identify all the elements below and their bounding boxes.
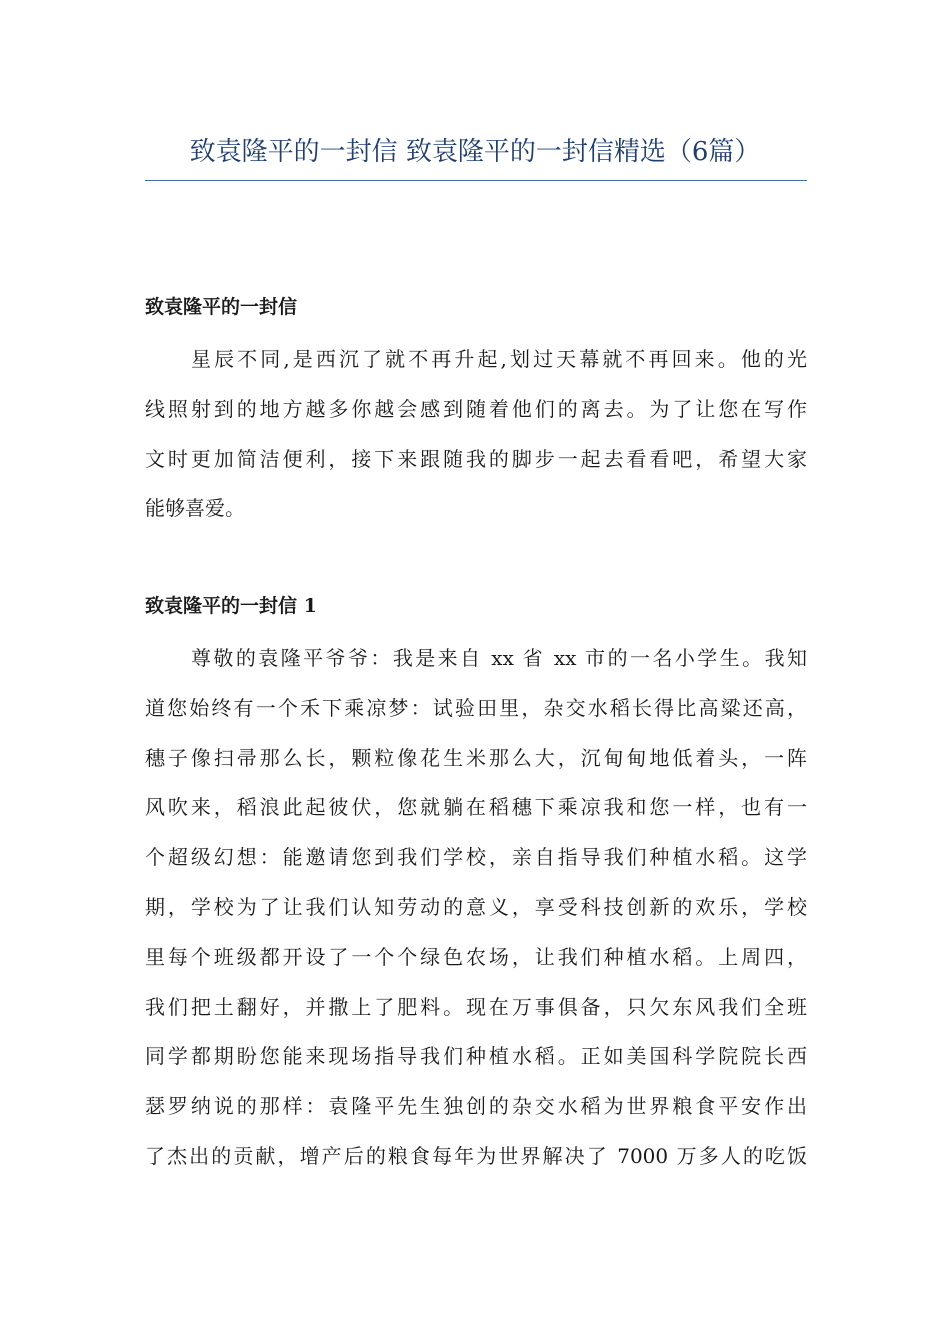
intro-line: 文时更加简洁便利，接下来跟随我的脚步一起去看看吧，希望大家 <box>145 446 807 471</box>
letter1-line: 瑟罗纳说的那样：袁隆平先生独创的杂交水稻为世界粮食平安作出 <box>145 1094 807 1119</box>
letter1-line: 穗子像扫帚那么长，颗粒像花生米那么大，沉甸甸地低着头，一阵 <box>145 745 807 770</box>
letter1-line: 个超级幻想：能邀请您到我们学校，亲自指导我们种植水稻。这学 <box>145 845 807 870</box>
intro-heading: 致袁隆平的一封信 <box>145 296 298 318</box>
title-underline <box>145 180 807 181</box>
letter1-line: 我们把土翻好，并撒上了肥料。现在万事俱备，只欠东风我们全班 <box>145 994 807 1019</box>
intro-line: 线照射到的地方越多你越会感到随着他们的离去。为了让您在写作 <box>145 396 807 421</box>
intro-paragraph <box>145 346 807 545</box>
intro-line: 星辰不同,是西沉了就不再升起,划过天幕就不再回来。他的光 <box>191 347 807 371</box>
letter1-line: 道您始终有一个禾下乘凉梦：试验田里，杂交水稻长得比高粱还高， <box>145 695 807 720</box>
letter1-line: 了杰出的贡献，增产后的粮食每年为世界解决了 7000 万多人的吃饭 <box>145 1143 807 1168</box>
intro-line: 能够喜爱。 <box>145 496 245 521</box>
letter1-line: 尊敬的袁隆平爷爷：我是来自 xx 省 xx 市的一名小学生。我知 <box>191 646 807 670</box>
letter1-line: 风吹来，稻浪此起彼伏，您就躺在稻穗下乘凉我和您一样，也有一 <box>145 795 807 820</box>
letter1-line: 同学都期盼您能来现场指导我们种植水稻。正如美国科学院院长西 <box>145 1044 807 1069</box>
letter1-heading: 致袁隆平的一封信 1 <box>145 595 317 617</box>
letter1-paragraph <box>145 645 807 1193</box>
letter1-line: 期，学校为了让我们认知劳动的意义，享受科技创新的欢乐，学校 <box>145 894 807 919</box>
letter1-line: 里每个班级都开设了一个个绿色农场，让我们种植水稻。上周四， <box>145 944 807 969</box>
document-title: 致袁隆平的一封信 致袁隆平的一封信精选（6篇） <box>189 137 761 167</box>
